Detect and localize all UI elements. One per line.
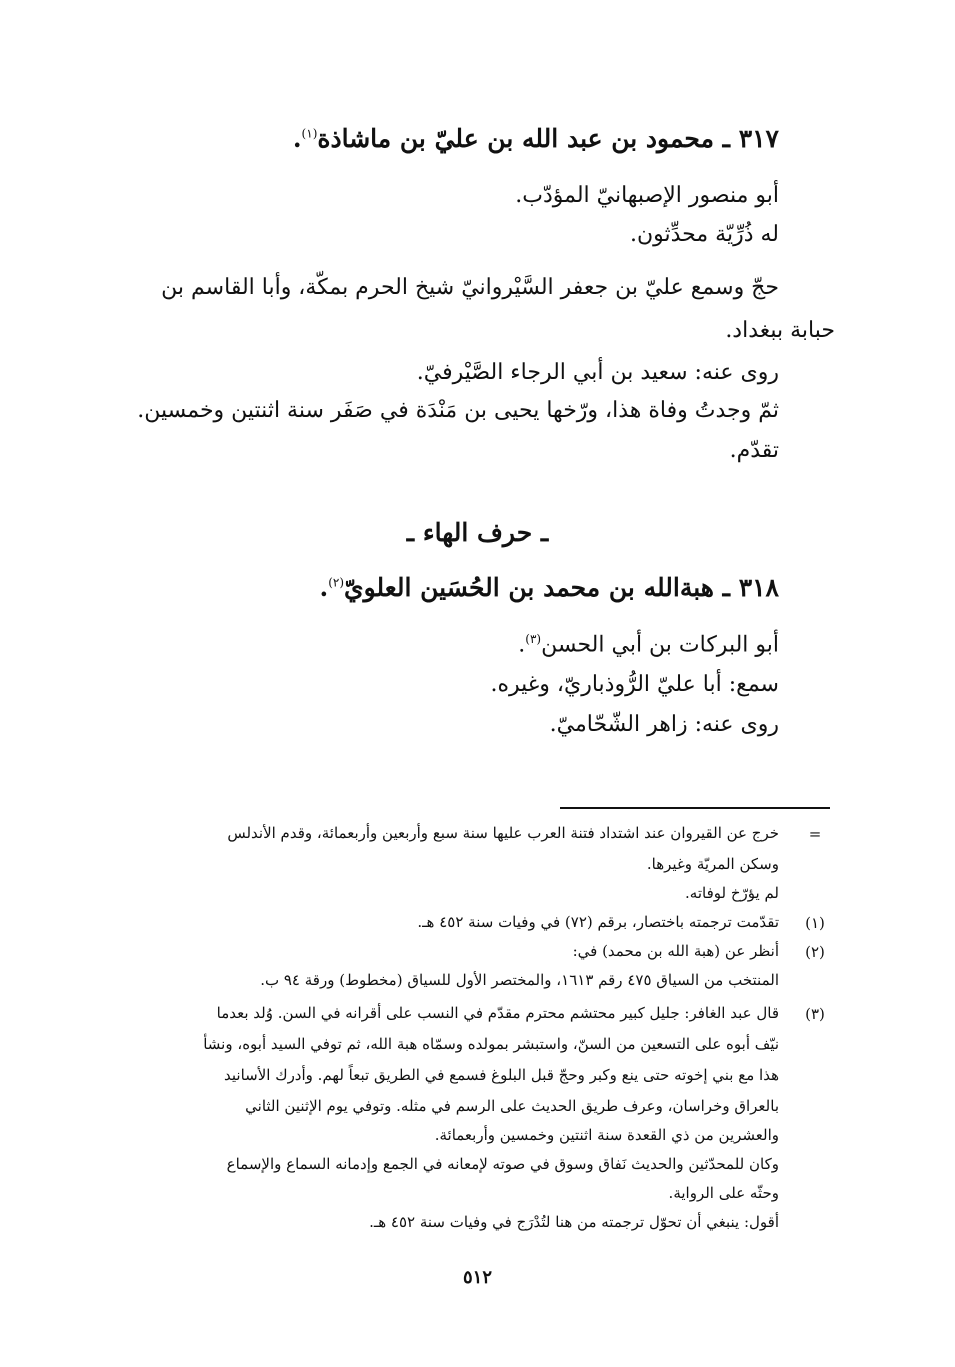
footnote-ref-2: (٢) — [328, 575, 345, 590]
footnote-3-line-7: وحثّه على الرواية. — [668, 1184, 779, 1202]
footnote-2-line-1: أنظر عن (هبة الله بن محمد) في: — [572, 942, 779, 960]
entry-317-line-5: روى عنه: سعيد بن أبي الرجاء الصَّيْرفيّ. — [416, 360, 779, 385]
entry-318-line-2: سمع: أبا عليّ الرُّوذباريّ، وغيره. — [490, 672, 779, 697]
footnote-2-line-2: المنتخب من السياق ٤٧٥ رقم ١٦١٣، والمختصر الأول للسياق (مخطوط) ورقة ٩٤ ب. — [260, 971, 779, 989]
footnote-continuation-line-3: لم يؤرّخ لوفاته. — [685, 884, 779, 902]
entry-317-line-2: له ذُرِّيّة محدِّثون. — [630, 222, 779, 247]
footnote-3-line-8: أقول: ينبغي أن تحوّل ترجمته من هنا لتُدْرَج في وفيات سنة ٤٥٢ هـ. — [369, 1213, 779, 1231]
footnote-continuation-line-2: وسكن المريّة وغيرها. — [646, 855, 779, 873]
entry-318-line-1 — [518, 632, 779, 657]
entry-318-line-1-text: أبو البركات بن أبي الحسن — [541, 632, 779, 658]
entry-317-title: ٣١٧ ـ محمود بن عبد الله بن عليّ بن ماشاذة — [317, 124, 779, 153]
footnote-3-line-5: والعشرين من ذي القعدة سنة اثنتين وخمسين وأربعمائة. — [434, 1126, 779, 1144]
footnote-continuation-marker: = — [808, 825, 822, 843]
footnote-3-line-2: نيّف أبوه على التسعين من السنّ، واستبشر بمولده وسمّاه هبة الله، ثم توفي السيد أبوه، ونشأ — [203, 1035, 779, 1053]
footnote-3-line-6: وكان للمحدّثين والحديث نَفاق وسوق في صوته لإمعانه في الجمع وإدمانه السماع والإسماع — [226, 1155, 779, 1173]
footnote-continuation-line-1: خرج عن القيروان عند اشتداد فتنة العرب عليها سنة سبع وأربعين وأربعمائة، وقدم الأندلس — [227, 824, 779, 842]
entry-317-line-7: تقدّم. — [729, 438, 779, 463]
entry-318-title-end: . — [319, 573, 329, 602]
footnote-3-line-1: قال عبد الغافر: جليل كبير محتشم محترم مقدّم في النسب على أقرانه في السن. وُلد بعدما — [216, 1004, 779, 1022]
entry-317-line-1: أبو منصور الإصبهانيّ المؤدّب. — [515, 183, 779, 208]
entry-317-line-6: ثمّ وجدتُ وفاة هذا، ورّخها يحيى بن مَنْدَة في صَفَر سنة اثنتين وخمسين. — [137, 398, 779, 423]
section-title: ـ حرف الهاء ـ — [406, 518, 549, 547]
entry-318-heading — [319, 573, 779, 602]
footnote-ref-1: (١) — [301, 126, 318, 141]
entry-318-title: ٣١٨ ـ هبةالله بن محمد بن الحُسَين العلويّ — [344, 573, 779, 602]
entry-317-line-4: حبابة ببغداد. — [725, 318, 835, 343]
entry-318-line-1-end: . — [518, 632, 526, 658]
entry-317-heading — [293, 124, 779, 153]
entry-318-line-3: روى عنه: زاهر الشّحّاميّ. — [549, 712, 779, 737]
footnote-separator — [560, 807, 830, 809]
footnote-3-marker: (٣) — [805, 1005, 825, 1023]
footnote-3-line-4: بالعراق وخراسان، وعرف طريق الحديث على الرسم في مثله. وتوفي يوم الإثنين الثاني — [245, 1097, 779, 1115]
page-number: ٥١٢ — [462, 1267, 492, 1288]
footnote-1-marker: (١) — [805, 914, 825, 932]
footnote-3-line-3: هذا مع بني إخوته حتى ينع وكبر وحجّ قبل البلوغ فسمع في الطريق تبعاً لهم. وأدرك الأسانيد — [224, 1066, 779, 1084]
footnote-2-marker: (٢) — [805, 943, 825, 961]
footnote-ref-3: (٣) — [525, 632, 542, 646]
entry-317-title-end: . — [292, 124, 302, 153]
footnote-1-line-1: تقدّمت ترجمته باختصار، برقم (٧٢) في وفيات سنة ٤٥٢ هـ. — [417, 913, 779, 931]
entry-317-line-3: حجّ وسمع عليّ بن جعفر السَّيْروانيّ شيخ الحرم بمكّة، وأبا القاسم بن — [161, 275, 779, 300]
